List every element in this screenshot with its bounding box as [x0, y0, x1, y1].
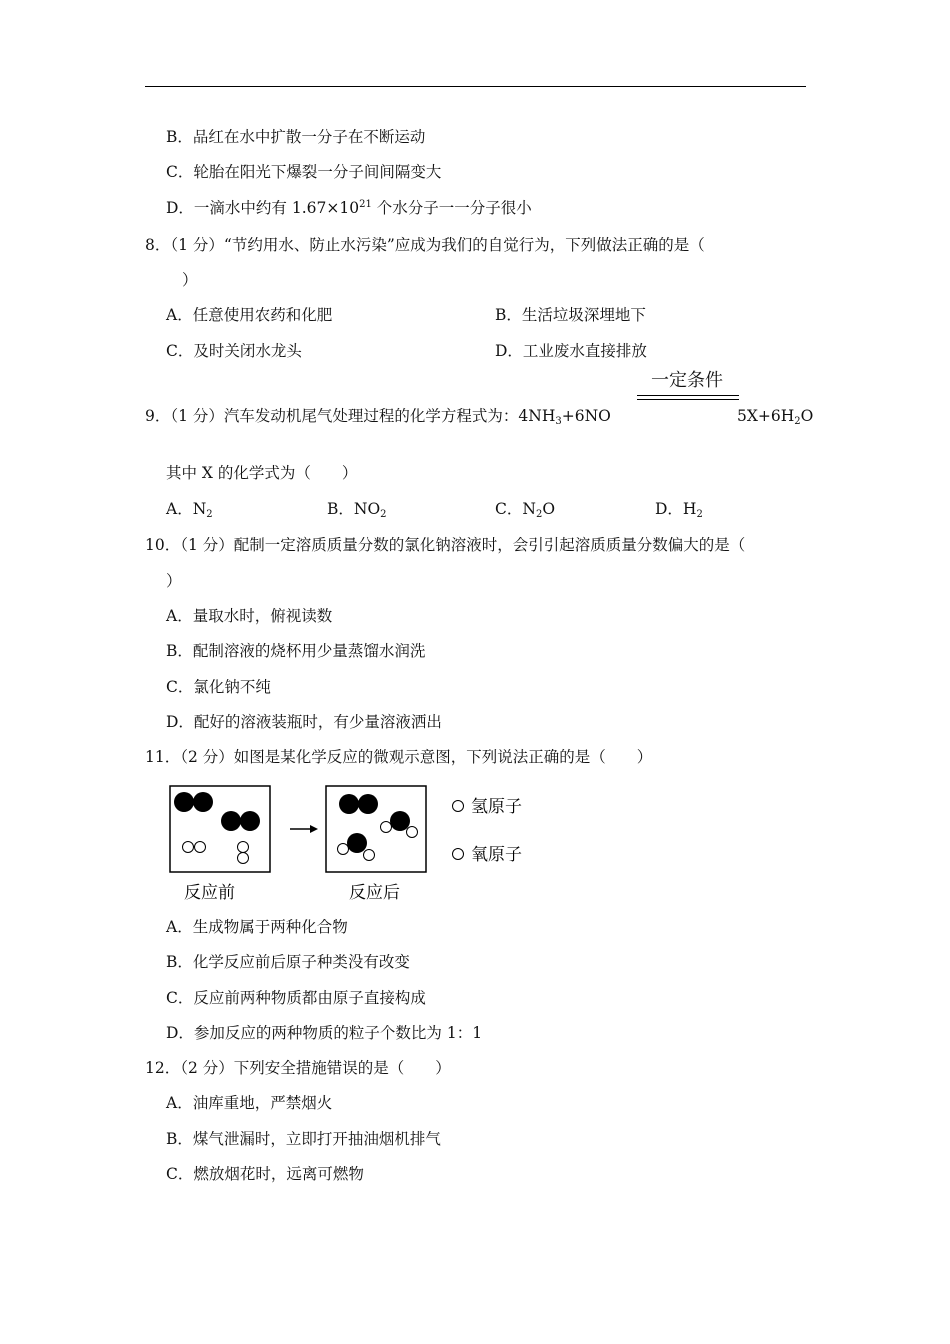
q11-option-a: A．生成物属于两种化合物 — [166, 918, 348, 936]
h2-molecule-atom — [193, 792, 213, 812]
legend-h-icon — [453, 801, 464, 812]
o2-molecule-atom — [183, 842, 194, 853]
q12-stem: 12．（2 分）下列安全措施错误的是（ ） — [145, 1059, 451, 1077]
q7-option-c: C．轮胎在阳光下爆裂一分子间间隔变大 — [166, 163, 442, 181]
q11-stem: 11．（2 分）如图是某化学反应的微观示意图，下列说法正确的是（ ） — [145, 748, 653, 766]
reaction-condition: 一定条件 — [651, 370, 723, 391]
h2-molecule-atom — [221, 811, 241, 831]
q8-stem-end: ） — [182, 271, 198, 289]
reaction-micro-diagram — [160, 780, 540, 908]
legend-o-icon — [453, 849, 464, 860]
q8-stem: 8．（1 分）“节约用水、防止水污染”应成为我们的自觉行为，下列做法正确的是（ — [145, 236, 705, 254]
q12-option-a: A．油库重地，严禁烟火 — [166, 1094, 333, 1112]
label-before: 反应前 — [184, 883, 235, 903]
q10-stem-end: ） — [166, 572, 182, 590]
arrow-head — [310, 825, 318, 833]
q10-stem: 10．（1 分）配制一定溶质质量分数的氯化钠溶液时，会引引起溶质质量分数偏大的是（ — [145, 536, 746, 554]
h2-molecule-atom — [174, 792, 194, 812]
q10-option-c: C．氯化钠不纯 — [166, 678, 271, 696]
header-rule — [145, 86, 806, 87]
product-atom — [338, 844, 349, 855]
q9-line2: 其中 X 的化学式为（ ） — [166, 464, 358, 482]
q12-option-b: B．煤气泄漏时，立即打开抽油烟机排气 — [166, 1130, 441, 1148]
q10-option-d: D．配好的溶液装瓶时，有少量溶液洒出 — [166, 713, 442, 731]
q11-option-d: D．参加反应的两种物质的粒子个数比为 1：1 — [166, 1024, 483, 1042]
q11-option-b: B．化学反应前后原子种类没有改变 — [166, 953, 410, 971]
q12-option-c: C．燃放烟花时，远离可燃物 — [166, 1165, 364, 1183]
product-atom — [390, 811, 410, 831]
label-after: 反应后 — [349, 883, 400, 903]
q10-option-a: A．量取水时，俯视读数 — [166, 607, 333, 625]
h2-molecule-atom — [358, 794, 378, 814]
q9-stem: 9．（1 分）汽车发动机尾气处理过程的化学方程式为：$4NH_3+6NO$ — [145, 407, 611, 427]
h2-molecule-atom — [339, 794, 359, 814]
q7-option-d: D．一滴水中约有 $1.67\times 10^{21}$ 个水分子一一分子很小 — [166, 199, 532, 217]
q10-option-b: B．配制溶液的烧杯用少量蒸馏水润洗 — [166, 642, 426, 660]
q8-option-c: C．及时关闭水龙头 — [166, 342, 302, 360]
legend-h-label: 氢原子 — [471, 797, 522, 817]
q9-option-b: B．$NO_2$ — [327, 500, 387, 520]
q11-option-c: C．反应前两种物质都由原子直接构成 — [166, 989, 426, 1007]
q8-option-b: B．生活垃圾深埋地下 — [495, 306, 646, 324]
o2-molecule-atom — [195, 842, 206, 853]
o2-molecule-atom — [238, 853, 249, 864]
h2-molecule-atom — [240, 811, 260, 831]
product-atom — [407, 827, 418, 838]
product-atom — [381, 822, 392, 833]
q9-product: $5X+6H_2O$ — [737, 407, 814, 427]
q8-option-d: D．工业废水直接排放 — [495, 342, 647, 360]
product-atom — [364, 850, 375, 861]
o2-molecule-atom — [238, 842, 249, 853]
reaction-equals-sign — [637, 395, 739, 400]
q9-option-d: D．$H_2$ — [655, 500, 703, 520]
q8-option-a: A．任意使用农药和化肥 — [166, 306, 333, 324]
q9-option-c: C．$N_2O$ — [495, 500, 556, 520]
q9-option-a: A．$N_2$ — [166, 500, 213, 520]
product-atom — [347, 833, 367, 853]
legend-o-label: 氧原子 — [471, 845, 522, 865]
q7-option-b: B．品红在水中扩散一分子在不断运动 — [166, 128, 426, 146]
